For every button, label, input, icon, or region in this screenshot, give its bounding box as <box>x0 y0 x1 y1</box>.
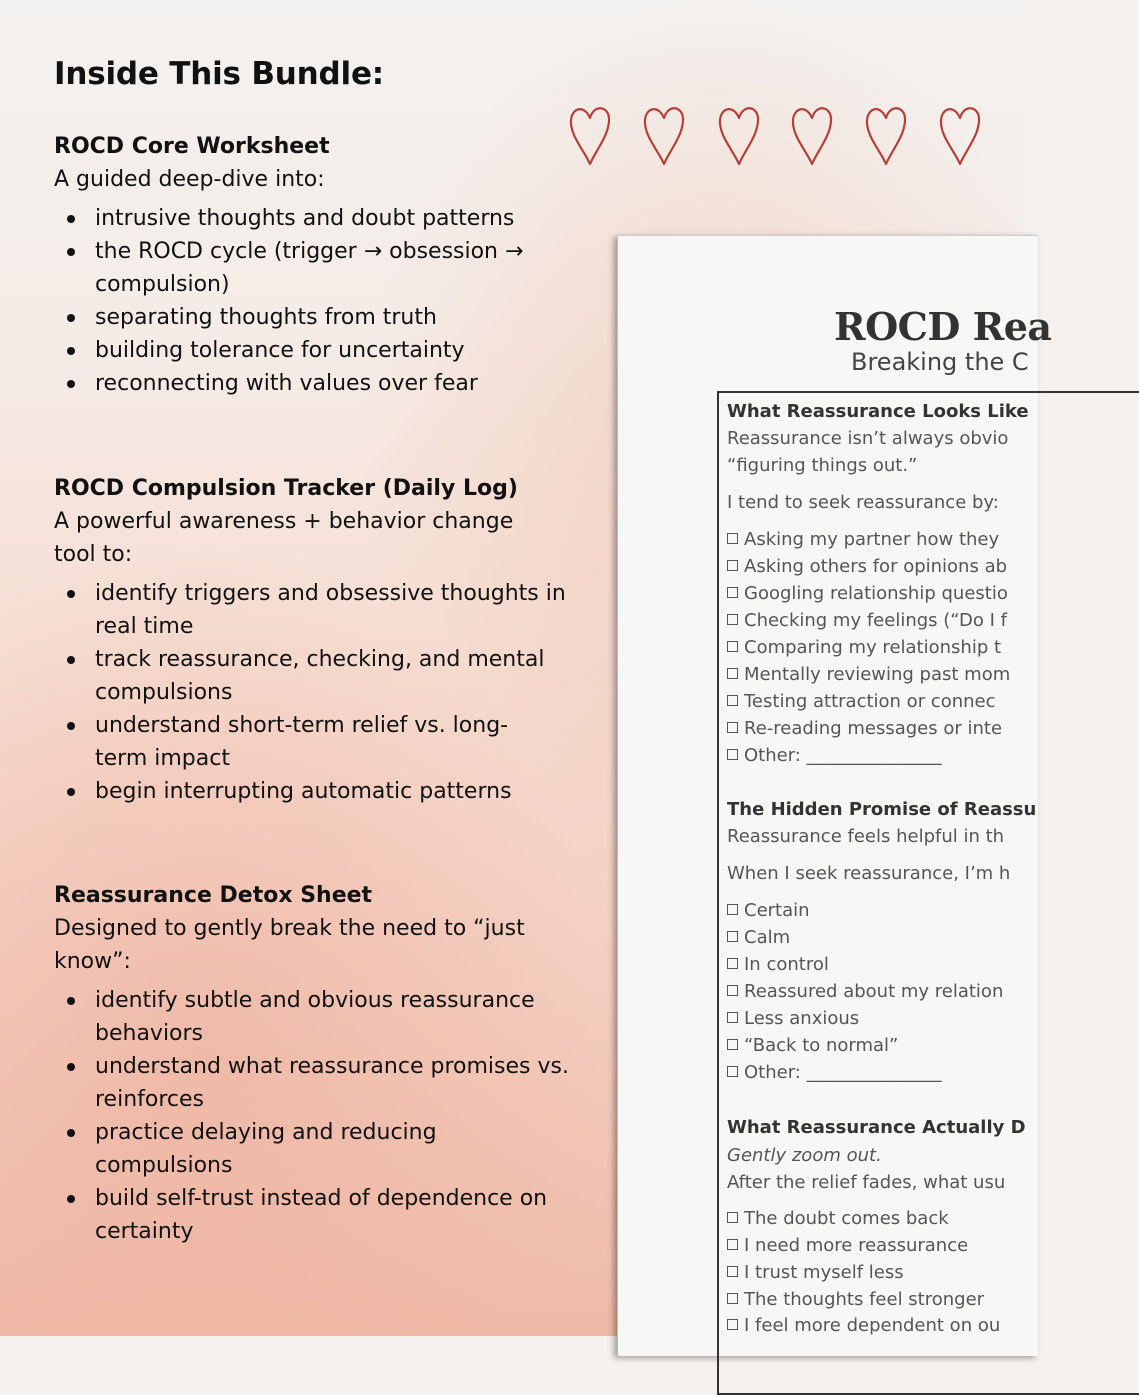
worksheet-line-text: What Reassurance Actually D <box>727 1117 1026 1138</box>
worksheet-line-text: Reassurance feels helpful in th <box>727 826 1005 847</box>
worksheet-line-text: Other: _______________ <box>744 1062 942 1083</box>
checkbox-icon <box>727 668 738 679</box>
bundle-description <box>54 52 574 1244</box>
worksheet-line-text: Less anxious <box>744 1008 860 1029</box>
checkbox-icon <box>727 904 738 915</box>
heart-icon <box>862 100 910 168</box>
checkbox-icon <box>727 749 738 760</box>
worksheet-checkbox-item <box>727 529 999 550</box>
list-item: track reassurance, checking, and mental compulsions <box>95 643 574 709</box>
worksheet-line-text: I trust myself less <box>744 1262 904 1283</box>
list-item: practice delaying and reducing compulsions <box>95 1116 574 1182</box>
worksheet-checkbox-item <box>727 900 810 921</box>
worksheet-box <box>717 391 1139 1395</box>
worksheet-checkbox-item <box>727 583 1008 604</box>
worksheet-title: ROCD Rea <box>834 304 1052 349</box>
list-item: the ROCD cycle (trigger → obsession → compulsion) <box>95 235 555 301</box>
heart-icon <box>936 100 984 168</box>
checkbox-icon <box>727 958 738 969</box>
worksheet-checkbox-item <box>727 981 1003 1002</box>
checkbox-icon <box>727 641 738 652</box>
worksheet-line-text: Testing attraction or connec <box>744 691 996 712</box>
section-core-worksheet <box>54 130 574 400</box>
worksheet-checkbox-item <box>727 1062 942 1083</box>
list-item: identify triggers and obsessive thoughts in real time <box>95 577 574 643</box>
checkbox-icon <box>727 722 738 733</box>
heart-icon <box>640 100 688 168</box>
worksheet-heading <box>727 1117 1026 1138</box>
worksheet-text <box>727 455 917 476</box>
checkbox-icon <box>727 985 738 996</box>
worksheet-line-text: The doubt comes back <box>744 1208 949 1229</box>
list-item: intrusive thoughts and doubt patterns <box>95 202 574 235</box>
worksheet-checkbox-item <box>727 745 942 766</box>
checkbox-icon <box>727 1066 738 1077</box>
heart-icon <box>715 100 763 168</box>
worksheet-line-text: The thoughts feel stronger <box>744 1289 985 1310</box>
worksheet-line-text: I tend to seek reassurance by: <box>727 492 999 513</box>
section-intro: A powerful awareness + behavior change tool to: <box>54 509 514 567</box>
worksheet-line-text: Asking my partner how they <box>744 529 1000 550</box>
worksheet-checkbox-item <box>727 927 790 948</box>
checkbox-icon <box>727 533 738 544</box>
section-compulsion-tracker <box>54 472 574 808</box>
worksheet-line-text: What Reassurance Looks Like <box>727 401 1029 422</box>
list-item: separating thoughts from truth <box>95 301 574 334</box>
list-item: reconnecting with values over fear <box>95 367 574 400</box>
worksheet-line-text: Checking my feelings (“Do I f <box>744 610 1008 631</box>
worksheet-checkbox-item <box>727 1315 1000 1336</box>
decorative-hearts <box>560 100 1000 170</box>
worksheet-checkbox-item <box>727 1289 984 1310</box>
checkbox-icon <box>727 931 738 942</box>
worksheet-heading <box>727 401 1029 422</box>
list-item: identify subtle and obvious reassurance behaviors <box>95 984 574 1050</box>
worksheet-checkbox-item <box>727 664 1010 685</box>
worksheet-checkbox-item <box>727 1008 859 1029</box>
worksheet-line-text: Re-reading messages or inte <box>744 718 1003 739</box>
checkbox-icon <box>727 1012 738 1023</box>
section-intro: Designed to gently break the need to “just know”: <box>54 916 525 974</box>
worksheet-text <box>727 492 999 513</box>
checkbox-icon <box>727 587 738 598</box>
section-title: Reassurance Detox Sheet <box>54 883 373 908</box>
worksheet-line-text: When I seek reassurance, I’m h <box>727 863 1011 884</box>
worksheet-line-text: Asking others for opinions ab <box>744 556 1008 577</box>
worksheet-line-text: Certain <box>744 900 810 921</box>
worksheet-line-text: In control <box>744 954 829 975</box>
worksheet-line-text: Other: _______________ <box>744 745 942 766</box>
worksheet-line-text: I need more reassurance <box>744 1235 969 1256</box>
bullet-list <box>54 984 574 1248</box>
worksheet-line-text: Mentally reviewing past mom <box>744 664 1011 685</box>
worksheet-line-text: I feel more dependent on ou <box>744 1315 1001 1336</box>
worksheet-text <box>727 1172 1005 1193</box>
bullet-list <box>54 202 574 400</box>
section-intro: A guided deep-dive into: <box>54 167 325 192</box>
list-item: understand what reassurance promises vs. reinforces <box>95 1050 574 1116</box>
section-title: ROCD Compulsion Tracker (Daily Log) <box>54 476 518 501</box>
worksheet-text <box>727 863 1010 884</box>
worksheet-line-text: After the relief fades, what usu <box>727 1172 1006 1193</box>
worksheet-line-text: Reassurance isn’t always obvio <box>727 428 1009 449</box>
worksheet-text <box>727 826 1004 847</box>
worksheet-checkbox-item <box>727 691 996 712</box>
worksheet-text <box>727 428 1008 449</box>
worksheet-checkbox-item <box>727 1262 904 1283</box>
list-item: understand short-term relief vs. long-term impact <box>95 709 545 775</box>
bullet-list <box>54 577 574 808</box>
worksheet-checkbox-item <box>727 1208 949 1229</box>
list-item: building tolerance for uncertainty <box>95 334 574 367</box>
list-item: build self-trust instead of dependence on certainty <box>95 1182 574 1248</box>
checkbox-icon <box>727 695 738 706</box>
checkbox-icon <box>727 1293 738 1304</box>
worksheet-preview <box>617 235 1052 1356</box>
worksheet-checkbox-item <box>727 1235 968 1256</box>
worksheet-checkbox-item <box>727 610 1007 631</box>
worksheet-line-text: The Hidden Promise of Reassu <box>727 799 1037 820</box>
checkbox-icon <box>727 1319 738 1330</box>
heart-icon <box>788 100 836 168</box>
worksheet-checkbox-item <box>727 556 1007 577</box>
worksheet-line-text: Reassured about my relation <box>744 981 1004 1002</box>
worksheet-line-text: “figuring things out.” <box>727 455 918 476</box>
checkbox-icon <box>727 1212 738 1223</box>
worksheet-line-text: Gently zoom out. <box>727 1145 882 1166</box>
worksheet-line-text: Calm <box>744 927 791 948</box>
worksheet-checkbox-item <box>727 1035 898 1056</box>
worksheet-subtitle: Breaking the C <box>851 348 1029 376</box>
worksheet-heading <box>727 799 1036 820</box>
worksheet-checkbox-item <box>727 954 829 975</box>
section-title: ROCD Core Worksheet <box>54 134 330 159</box>
worksheet-line-text: Googling relationship questio <box>744 583 1008 604</box>
list-item: begin interrupting automatic patterns <box>95 775 574 808</box>
checkbox-icon <box>727 1239 738 1250</box>
checkbox-icon <box>727 560 738 571</box>
checkbox-icon <box>727 614 738 625</box>
worksheet-text <box>727 1145 882 1166</box>
page-title: Inside This Bundle: <box>54 56 384 92</box>
worksheet-checkbox-item <box>727 637 1001 658</box>
worksheet-checkbox-item <box>727 718 1002 739</box>
worksheet-line-text: Comparing my relationship t <box>744 637 1002 658</box>
checkbox-icon <box>727 1039 738 1050</box>
worksheet-line-text: “Back to normal” <box>744 1035 899 1056</box>
section-reassurance-detox <box>54 879 574 1248</box>
checkbox-icon <box>727 1266 738 1277</box>
